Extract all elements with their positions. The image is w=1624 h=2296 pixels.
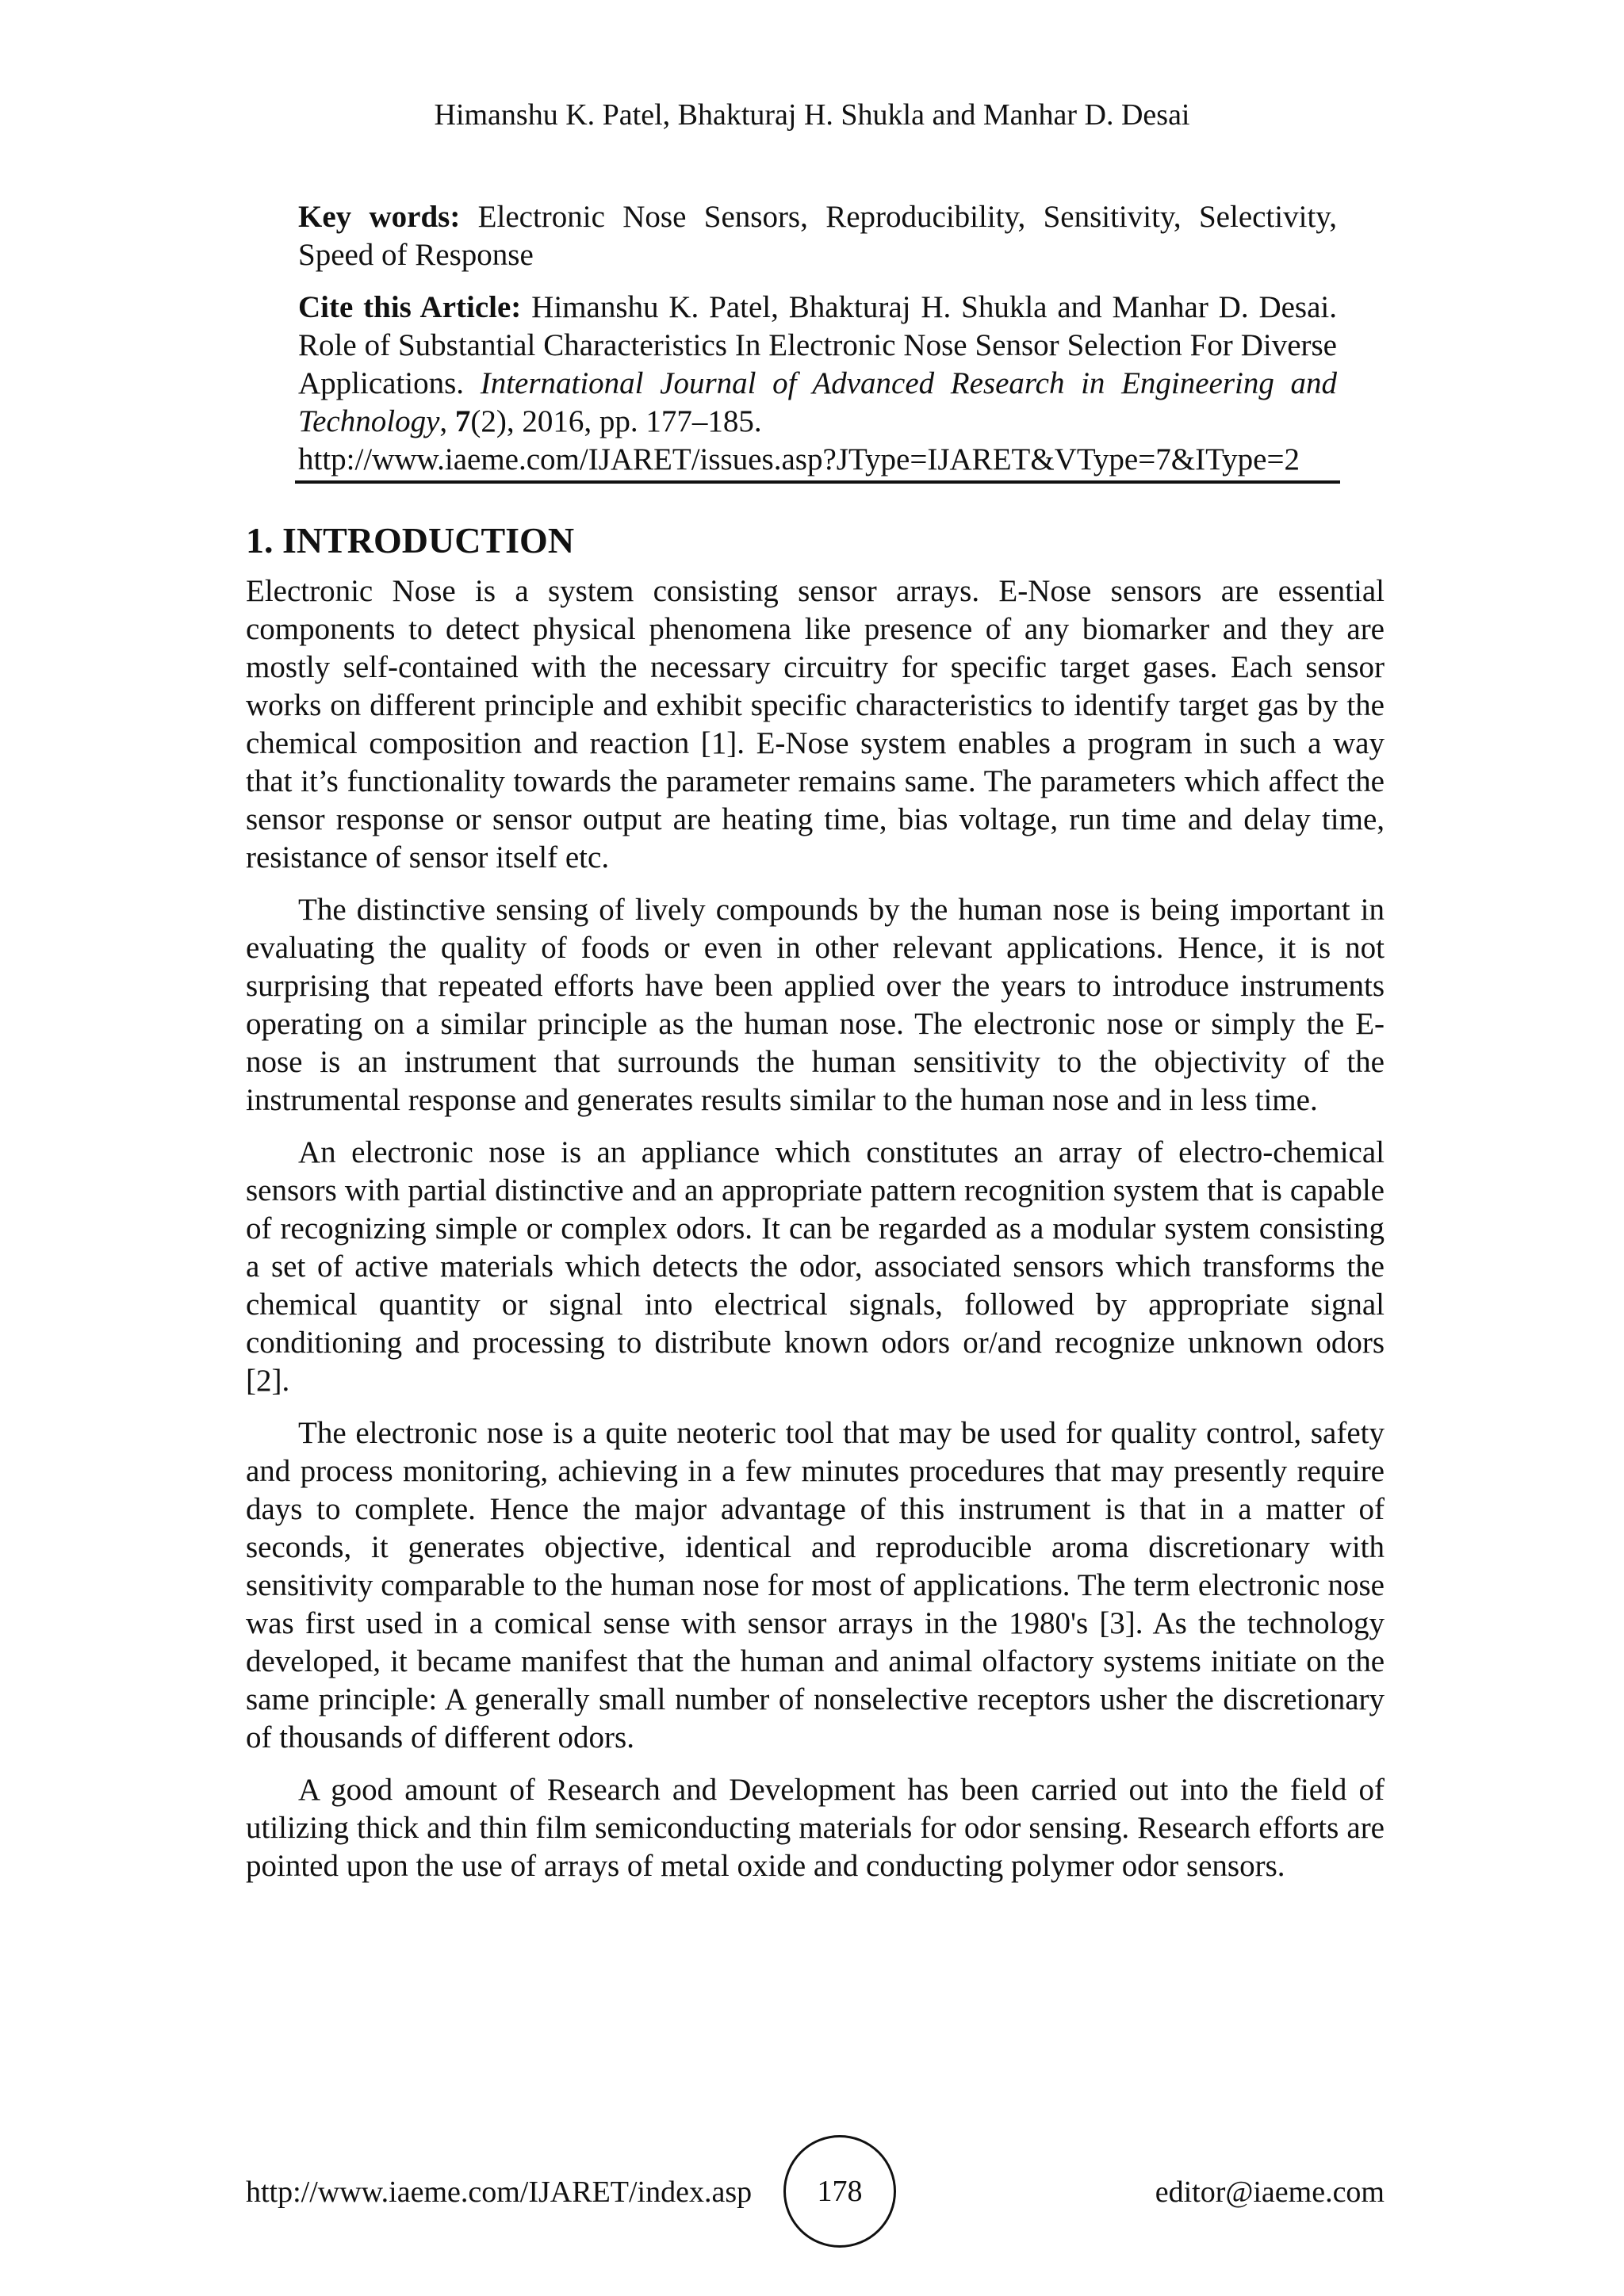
section-body: [246, 572, 1385, 1900]
citation-journal: International Journal of Advanced Research in Engineering and Technology: [298, 366, 1337, 438]
keywords: [298, 198, 1337, 274]
citation-sep: ,: [439, 404, 455, 438]
keywords-text: Electronic Nose Sensors, Reproducibility, Sensitivity, Selectivity, Speed of Response: [298, 200, 1337, 272]
citation-label: Cite this Article:: [298, 290, 522, 324]
keywords-label: Key words:: [298, 200, 461, 234]
section-title: 1. INTRODUCTION: [246, 520, 575, 561]
citation: [298, 289, 1337, 479]
running-head-authors: Himanshu K. Patel, Bhakturaj H. Shukla and Manhar D. Desai: [434, 98, 1190, 132]
page-number-badge: [783, 2135, 896, 2248]
citation-url[interactable]: http://www.iaeme.com/IJARET/issues.asp?JType=IJARET&VType=7&IType=2: [298, 442, 1300, 476]
footer-email[interactable]: editor@iaeme.com: [1155, 2175, 1385, 2209]
paragraph: The distinctive sensing of lively compounds by the human nose is being important in evaluating the quality of foods or even in other relevant applications. Hence, it is not surprising that repeated efforts have been applied over the years to introduce instruments operating on a similar principle as the human nose. The electronic nose or simply the E-nose is an instrument that surrounds the human sensitivity to the objectivity of the instrumental response and generates results similar to the human nose and in less time.: [246, 893, 1385, 1117]
citation-rest: (2), 2016, pp. 177–185.: [470, 404, 762, 438]
article-meta: [298, 198, 1337, 493]
citation-text: Himanshu K. Patel, Bhakturaj H. Shukla and Manhar D. Desai. Role of Substantial Characteristics In Electronic Nose Sensor Selection For Diverse Applications.: [298, 290, 1337, 400]
paragraph: A good amount of Research and Development has been carried out into the field of utilizing thick and thin film semiconducting materials for odor sensing. Research efforts are pointed upon the use of arrays of metal oxide and conducting polymer odor sensors.: [246, 1773, 1385, 1883]
meta-divider: [295, 480, 1340, 484]
citation-volume: 7: [454, 404, 471, 438]
page-number: 178: [817, 2175, 863, 2208]
footer-url[interactable]: http://www.iaeme.com/IJARET/index.asp: [246, 2175, 753, 2209]
paragraph: The electronic nose is a quite neoteric tool that may be used for quality control, safety and process monitoring, achieving in a few minutes procedures that may presently require days to complete. Hence the major advantage of this instrument is that in a matter of seconds, it generates objective, identical and reproducible aroma discretionary with sensitivity comparable to the human nose for most of applications. The term electronic nose was first used in a comical sense with sensor arrays in the 1980's [3]. As the technology developed, it became manifest that the human and animal olfactory systems initiate on the same principle: A generally small number of nonselective receptors usher the discretionary of thousands of different odors.: [246, 1416, 1385, 1755]
paragraph: An electronic nose is an appliance which constitutes an array of electro-chemical sensors with partial distinctive and an appropriate pattern recognition system that is capable of recognizing simple or complex odors. It can be regarded as a modular system consisting a set of active materials which detects the odor, associated sensors which transforms the chemical quantity or signal into electrical signals, followed by appropriate signal conditioning and processing to distribute known odors or/and recognize unknown odors [2].: [246, 1135, 1385, 1398]
paragraph: Electronic Nose is a system consisting sensor arrays. E-Nose sensors are essential components to detect physical phenomena like presence of any biomarker and they are mostly self-contained with the necessary circuitry for specific target gases. Each sensor works on different principle and exhibit specific characteristics to identify target gas by the chemical composition and reaction [1]. E-Nose system enables a program in such a way that it’s functionality towards the parameter remains same. The parameters which affect the sensor response or sensor output are heating time, bias voltage, run time and delay time, resistance of sensor itself etc.: [246, 574, 1385, 874]
